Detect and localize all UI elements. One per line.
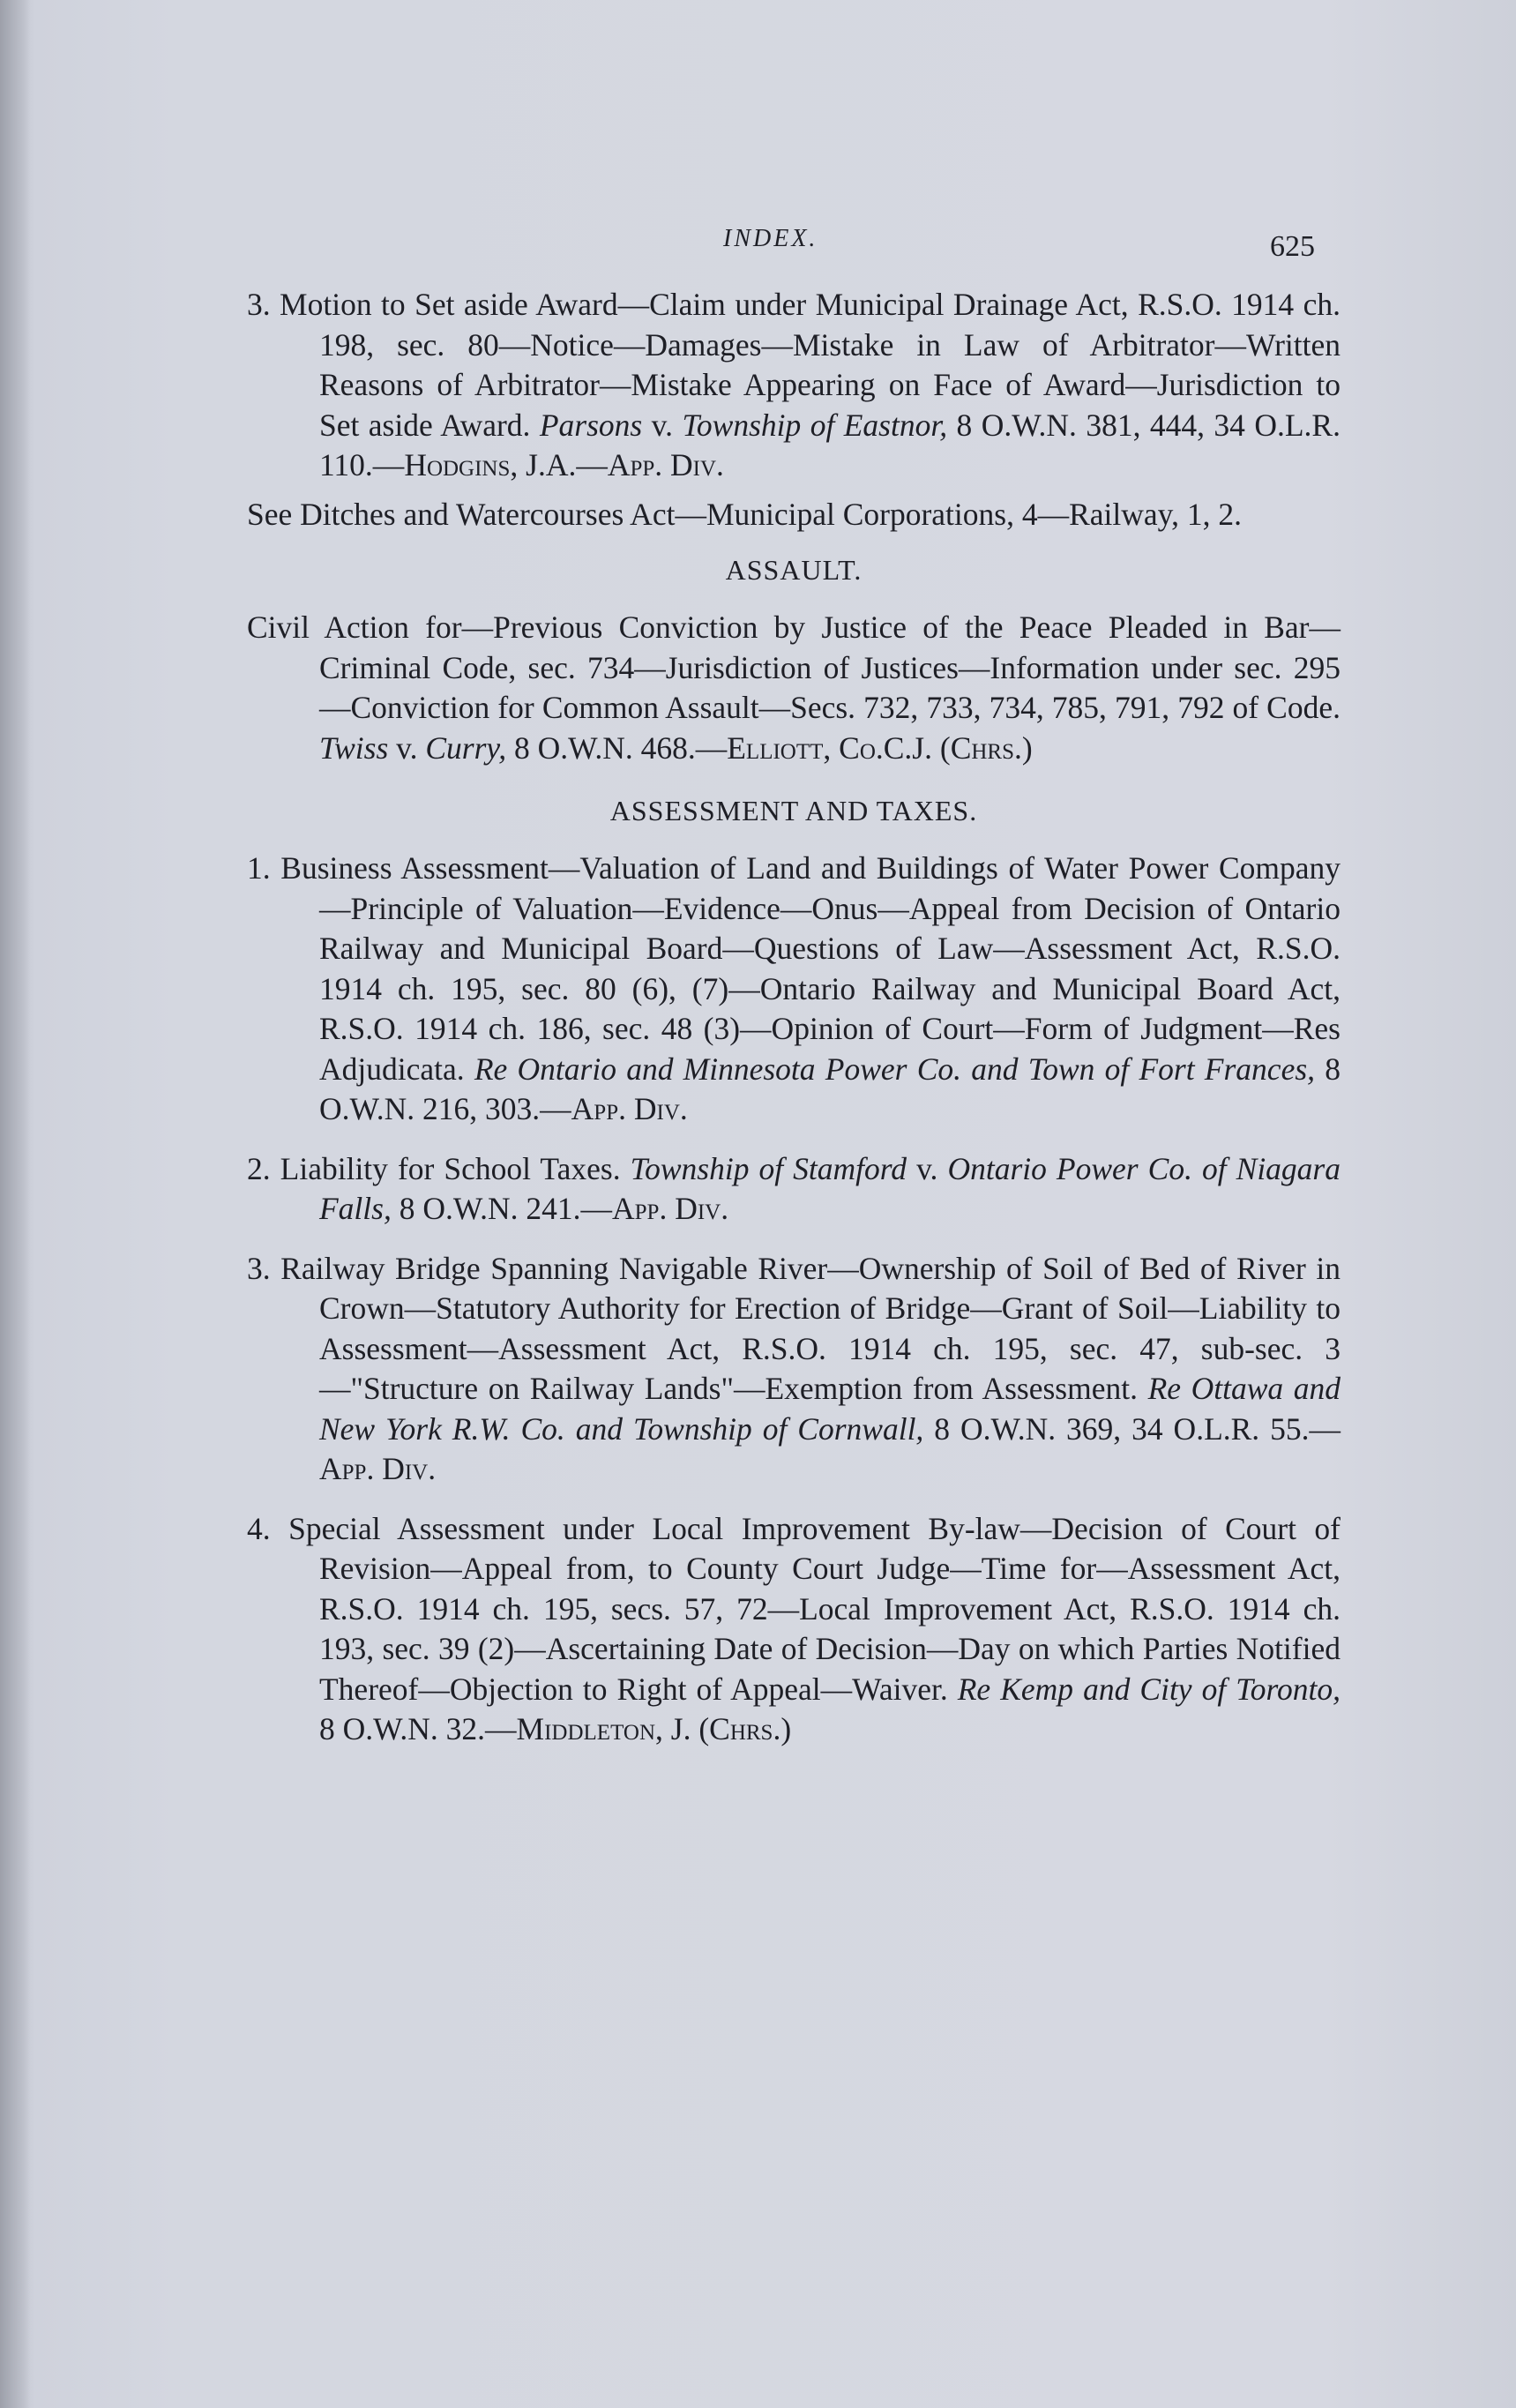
book-spine-shadow [0,0,30,2408]
section-heading: ASSESSMENT AND TAXES. [609,795,978,826]
running-head: INDEX. [723,225,818,252]
index-entry: 2. Liability for School Taxes. Township of Stamford v. Ontario Power Co. of Niagara Falls, 8 O.W.N. 241.—App. Div. [247,1150,1341,1226]
index-content [247,285,1341,1750]
page-header [0,225,1516,278]
index-entry: Civil Action for—Previous Conviction by Justice of the Peace Pleaded in Bar—Criminal Code, sec. 734—Jurisdiction of Justices—Information under sec. 295—Conviction for Common Assault—Secs. 732, 733, 734, 785, 791, 792 of Code. Twiss v. Curry, 8 O.W.N. 468.—Elliott, Co.C.J. (Chrs.) [247,609,1341,766]
cross-reference: See Ditches and Watercourses Act—Municipal Corporations, 4—Railway, 1, 2. [247,496,1242,532]
page-number: 625 [1270,230,1315,263]
index-entry: 3. Railway Bridge Spanning Navigable River—Ownership of Soil of Bed of River in Crown—Statutory Authority for Erection of Bridge—Grant of Soil—Liability to Assessment—Assessment Act, R.S.O. 1914 ch. 195, sec. 47, sub-sec. 3—"Structure on Railway Lands"—Exemption from Assessment. Re Ottawa and New York R.W. Co. and Township of Cornwall, 8 O.W.N. 369, 34 O.L.R. 55.—App. Div. [247,1250,1341,1486]
index-entry: 4. Special Assessment under Local Improvement By-law—Decision of Court of Revision—Appeal from, to County Court Judge—Time for—Assessment Act, R.S.O. 1914 ch. 195, secs. 57, 72—Local Improvement Act, R.S.O. 1914 ch. 193, sec. 39 (2)—Ascertaining Date of Decision—Day on which Parties Notified Thereof—Objection to Right of Appeal—Waiver. Re Kemp and City of Toronto, 8 O.W.N. 32.—Middleton, J. (Chrs.) [247,1510,1341,1746]
index-entry: 1. Business Assessment—Valuation of Land and Buildings of Water Power Company—Principle of Valuation—Evidence—Onus—Appeal from Decision of Ontario Railway and Municipal Board—Questions of Law—Assessment Act, R.S.O. 1914 ch. 195, sec. 80 (6), (7)—Ontario Railway and Municipal Board Act, R.S.O. 1914 ch. 186, sec. 48 (3)—Opinion of Court—Form of Judgment—Res Adjudicata. Re Ontario and Minnesota Power Co. and Town of Fort Frances, 8 O.W.N. 216, 303.—App. Div. [247,850,1341,1126]
index-entry: 3. Motion to Set aside Award—Claim under Municipal Drainage Act, R.S.O. 1914 ch. 198, sec. 80—Notice—Damages—Mistake in Law of Arbitrator—Written Reasons of Arbitrator—Mistake Appearing on Face of Award—Jurisdiction to Set aside Award. Parsons v. Township of Eastnor, 8 O.W.N. 381, 444, 34 O.L.R. 110.—Hodgins, J.A.—App. Div. [247,287,1341,482]
section-heading: ASSAULT. [725,554,863,586]
